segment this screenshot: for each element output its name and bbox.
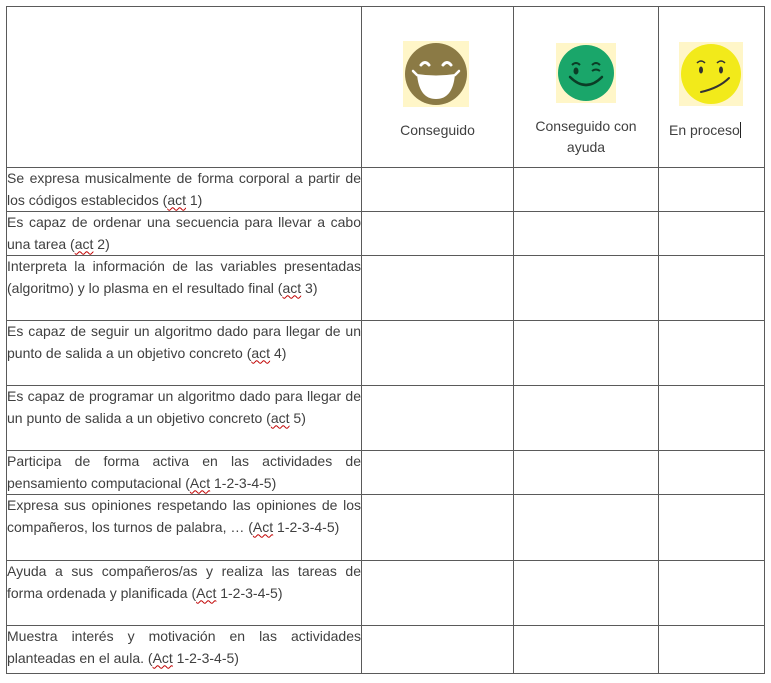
- cell-conseguido[interactable]: [362, 451, 514, 495]
- cell-en-proceso[interactable]: [659, 168, 765, 212]
- cell-conseguido[interactable]: [362, 168, 514, 212]
- cell-en-proceso[interactable]: [659, 321, 765, 386]
- header-conseguido: [362, 7, 514, 168]
- header-row: [7, 7, 765, 168]
- label-conseguido: Conseguido: [400, 122, 475, 138]
- cell-conseguido-con-ayuda[interactable]: [514, 256, 659, 321]
- laughing-face-icon: [403, 41, 469, 107]
- winking-face-icon: [556, 43, 616, 103]
- smirk-face-icon: [679, 42, 743, 106]
- table-row: [7, 451, 765, 495]
- evaluation-rubric-table: [6, 6, 765, 674]
- criterion-cell: Es capaz de ordenar una secuencia para llevar a cabo una tarea (act 2): [7, 212, 362, 256]
- label-en-proceso-text: En proceso: [669, 122, 740, 138]
- cell-conseguido[interactable]: [362, 321, 514, 386]
- header-en-proceso: [659, 7, 765, 168]
- cell-conseguido[interactable]: [362, 386, 514, 451]
- cell-en-proceso[interactable]: [659, 495, 765, 561]
- table-row: [7, 626, 765, 674]
- table-row: [7, 168, 765, 212]
- cell-conseguido-con-ayuda[interactable]: [514, 495, 659, 561]
- cell-conseguido-con-ayuda[interactable]: [514, 561, 659, 626]
- criterion-cell: Ayuda a sus compañeros/as y realiza las tareas de forma ordenada y planificada (Act 1-2-3-4-5): [7, 561, 362, 626]
- cell-en-proceso[interactable]: [659, 212, 765, 256]
- criterion-cell: Expresa sus opiniones respetando las opiniones de los compañeros, los turnos de palabra, … (Act 1-2-3-4-5): [7, 495, 362, 561]
- criterion-cell: Muestra interés y motivación en las actividades planteadas en el aula. (Act 1-2-3-4-5): [7, 626, 362, 674]
- criterion-cell: Interpreta la información de las variables presentadas (algoritmo) y lo plasma en el resultado final (act 3): [7, 256, 362, 321]
- table-row: [7, 321, 765, 386]
- cell-conseguido[interactable]: [362, 212, 514, 256]
- criterion-cell: Es capaz de seguir un algoritmo dado para llegar de un punto de salida a un objetivo concreto (act 4): [7, 321, 362, 386]
- cell-conseguido-con-ayuda[interactable]: [514, 451, 659, 495]
- table-row: [7, 256, 765, 321]
- criterion-cell: Es capaz de programar un algoritmo dado para llegar de un punto de salida a un objetivo concreto (act 5): [7, 386, 362, 451]
- label-conseguido-con-ayuda: [514, 116, 658, 158]
- header-conseguido-con-ayuda: [514, 7, 659, 168]
- criterion-cell: Participa de forma activa en las actividades de pensamiento computacional (Act 1-2-3-4-5): [7, 451, 362, 495]
- cell-en-proceso[interactable]: [659, 561, 765, 626]
- text-cursor: [740, 122, 741, 138]
- label-line-1: Conseguido con: [535, 118, 637, 134]
- cell-conseguido-con-ayuda[interactable]: [514, 386, 659, 451]
- cell-conseguido[interactable]: [362, 561, 514, 626]
- label-en-proceso: [669, 120, 764, 141]
- table-row: [7, 386, 765, 451]
- cell-conseguido-con-ayuda[interactable]: [514, 168, 659, 212]
- cell-en-proceso[interactable]: [659, 386, 765, 451]
- table-row: [7, 561, 765, 626]
- cell-conseguido[interactable]: [362, 626, 514, 674]
- cell-en-proceso[interactable]: [659, 626, 765, 674]
- table-row: [7, 495, 765, 561]
- cell-conseguido[interactable]: [362, 495, 514, 561]
- criterion-cell: Se expresa musicalmente de forma corporal a partir de los códigos establecidos (act 1): [7, 168, 362, 212]
- cell-conseguido[interactable]: [362, 256, 514, 321]
- header-empty-cell: [7, 7, 362, 168]
- cell-conseguido-con-ayuda[interactable]: [514, 626, 659, 674]
- table-row: [7, 212, 765, 256]
- cell-conseguido-con-ayuda[interactable]: [514, 212, 659, 256]
- cell-conseguido-con-ayuda[interactable]: [514, 321, 659, 386]
- cell-en-proceso[interactable]: [659, 256, 765, 321]
- cell-en-proceso[interactable]: [659, 451, 765, 495]
- label-line-2: ayuda: [566, 139, 606, 155]
